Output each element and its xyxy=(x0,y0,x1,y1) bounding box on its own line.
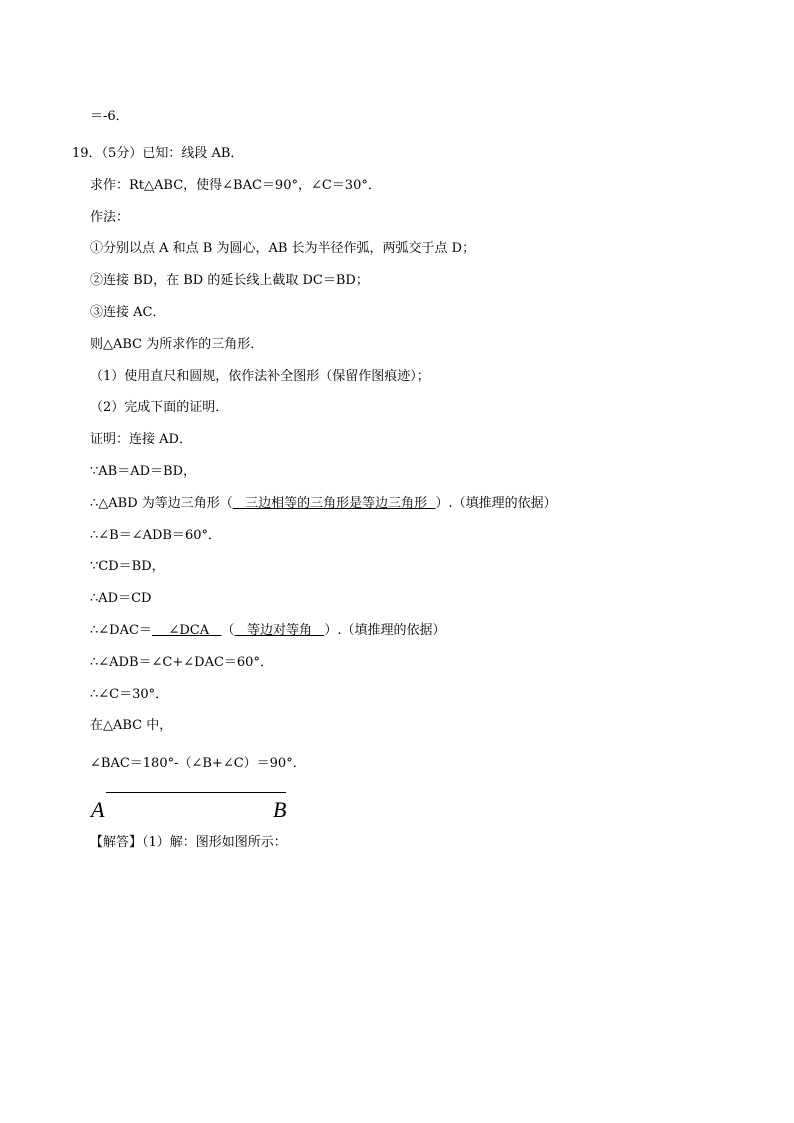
step-3: ③连接 AC． xyxy=(90,305,166,320)
proof-line-9: 在△ABC 中， xyxy=(90,718,173,733)
fill2-middle: （ xyxy=(221,623,235,638)
fill2-prefix: ∴∠DAC＝ xyxy=(90,623,152,638)
question-19-header: 19．（5分）已知：线段 AB． xyxy=(72,146,244,161)
proof-line-3: ∴∠B＝∠ADB＝60°． xyxy=(90,528,222,543)
proof-fill-line-2 xyxy=(90,623,446,639)
construction-conclusion: 则△ABC 为所求作的三角形． xyxy=(90,337,264,352)
proof-line-4: ∵CD＝BD， xyxy=(90,559,165,574)
proof-line-8: ∴∠C＝30°． xyxy=(90,687,169,702)
step-2: ②连接 BD，在 BD 的延长线上截取 DC＝BD； xyxy=(90,273,369,288)
proof-start: 证明：连接 AD． xyxy=(90,432,192,447)
fill2-suffix: ）.（填推理的依据） xyxy=(324,623,446,638)
fill1-prefix: ∴△ABD 为等边三角形（ xyxy=(90,496,233,511)
fill2-answer-2: 等边对等角 xyxy=(246,623,312,638)
method-label: 作法： xyxy=(90,210,130,225)
task-statement: 求作：Rt△ABC，使得∠BAC＝90°，∠C＝30°． xyxy=(90,178,381,193)
proof-line-5: ∴AD＝CD xyxy=(90,591,152,606)
line-result: ＝-6． xyxy=(90,109,129,124)
part-2: （2）完成下面的证明． xyxy=(90,400,229,415)
step-1: ①分别以点 A 和点 B 为圆心，AB 长为半径作弧，两弧交于点 D； xyxy=(90,241,476,256)
proof-line-10: ∠BAC＝180°-（∠B+∠C）＝90°． xyxy=(90,756,306,771)
part-1: （1）使用直尺和圆规，依作法补全图形（保留作图痕迹）； xyxy=(90,369,430,384)
proof-fill-line-1 xyxy=(90,496,557,512)
fill1-answer: 三边相等的三角形是等边三角形 xyxy=(245,496,428,511)
point-b-label: B xyxy=(273,797,287,822)
proof-line-7: ∴∠ADB＝∠C+∠DAC＝60°． xyxy=(90,655,273,670)
fill2-answer-1: ∠DCA xyxy=(168,623,210,638)
answer-header: 【解答】（1）解：图形如图所示： xyxy=(90,835,287,850)
point-a-label: A xyxy=(91,797,105,822)
segment-ab xyxy=(106,792,286,793)
fill1-suffix: ）.（填推理的依据） xyxy=(435,496,557,511)
proof-line-1: ∵AB＝AD＝BD， xyxy=(90,464,196,479)
